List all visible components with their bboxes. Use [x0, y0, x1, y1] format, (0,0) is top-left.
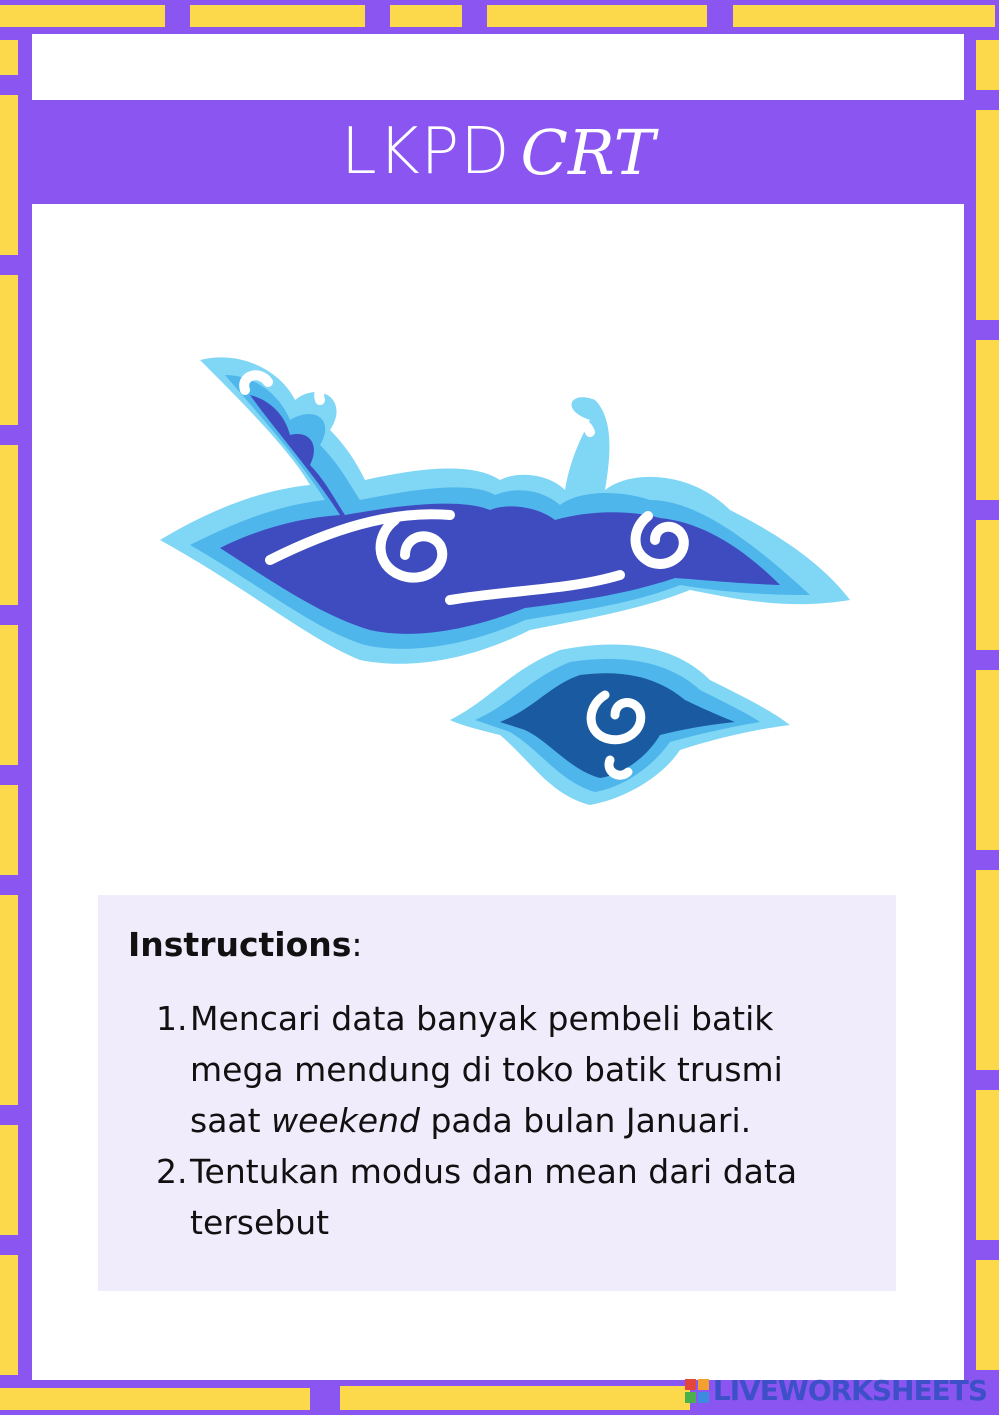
instruction-text-italic: weekend	[271, 1101, 420, 1140]
instructions-panel	[98, 895, 896, 1291]
instruction-item	[156, 993, 856, 1146]
liveworksheets-logo	[685, 1374, 987, 1407]
instructions-heading	[128, 925, 363, 964]
title-plain: LKPD	[341, 115, 511, 189]
logo-squares-icon	[685, 1379, 709, 1403]
instructions-list	[156, 993, 856, 1248]
watermark-text: LIVEWORKSHEETS	[712, 1374, 987, 1407]
instruction-number: 2.	[156, 1152, 188, 1191]
instructions-heading-colon: :	[351, 925, 363, 964]
instruction-text-part: pada bulan Januari.	[419, 1101, 752, 1140]
instruction-text-part: Mencari data banyak pembeli batik mega mendung di toko batik trusmi saat	[190, 999, 783, 1140]
mega-mendung-cloud-illustration	[150, 340, 850, 820]
instructions-heading-label: Instructions	[128, 925, 352, 964]
title-banner	[32, 100, 964, 204]
instruction-number: 1.	[156, 999, 188, 1038]
title-script: CRT	[520, 115, 655, 189]
instruction-text: Tentukan modus dan mean dari data tersebut	[190, 1152, 798, 1242]
instruction-item	[156, 1146, 856, 1248]
